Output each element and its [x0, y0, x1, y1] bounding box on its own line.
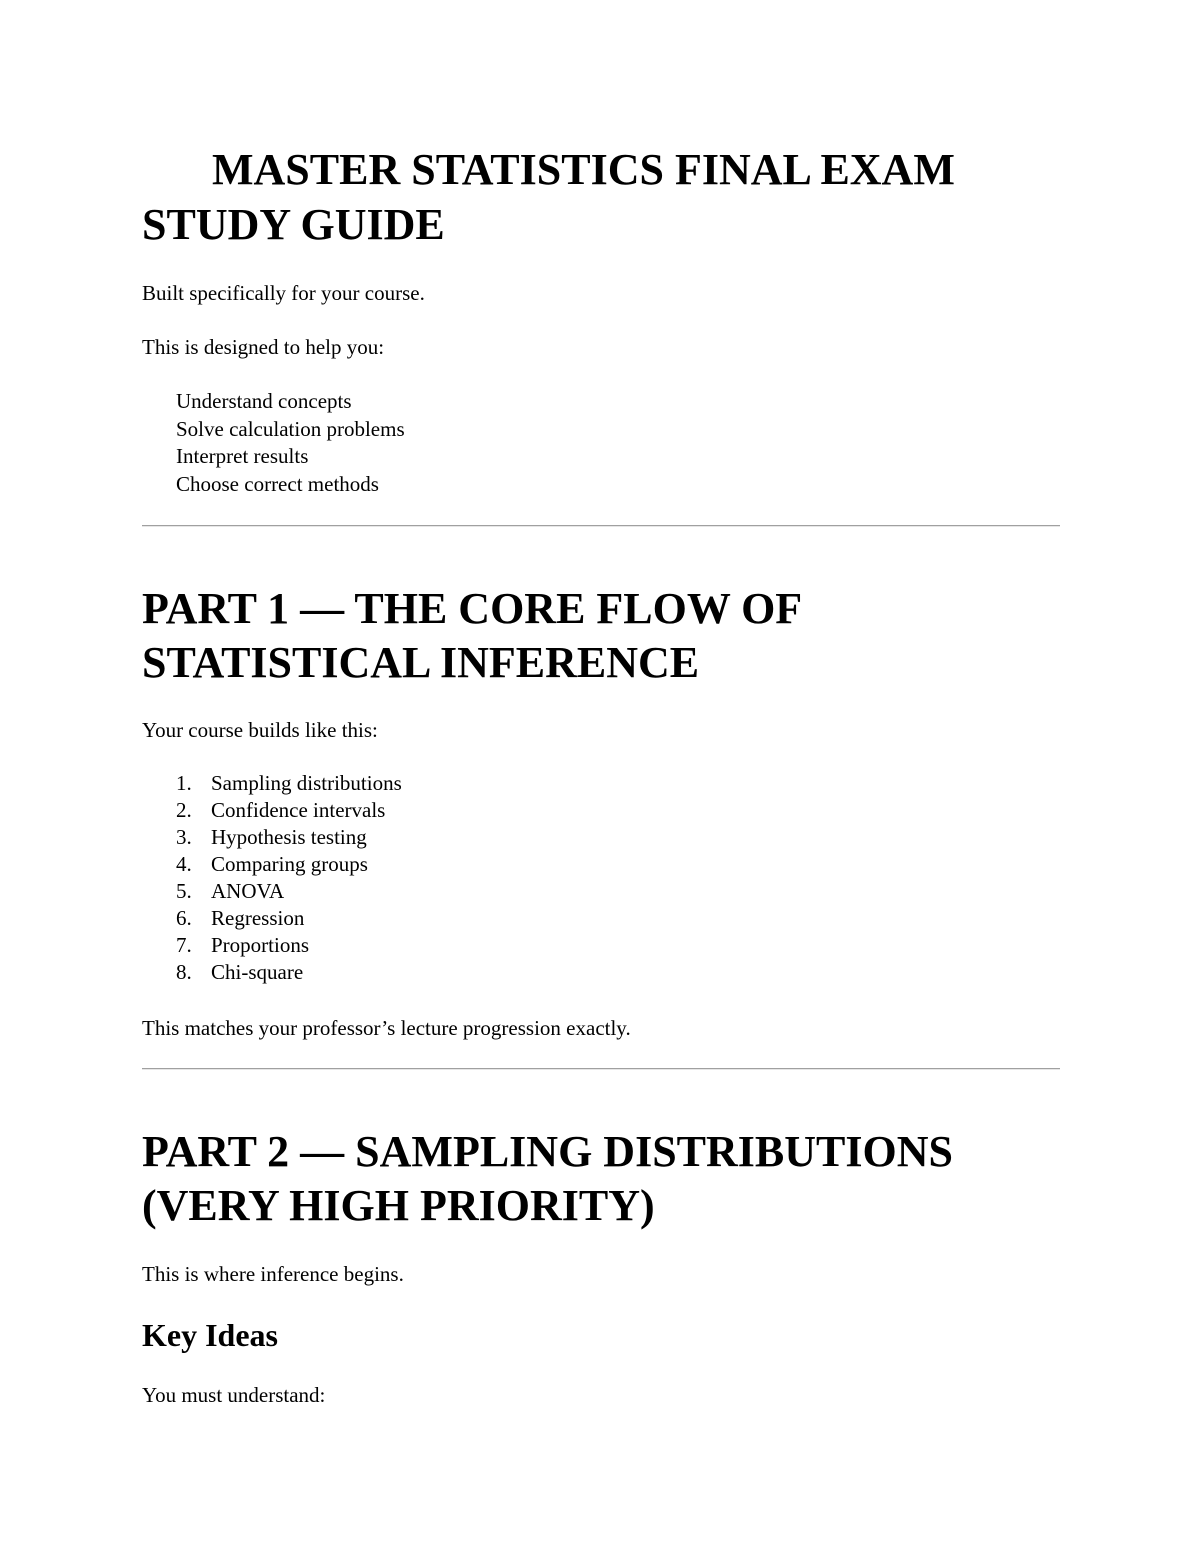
step-item [142, 851, 402, 878]
part2-heading: PART 2 — SAMPLING DISTRIBUTIONS (VERY HIGH PRIORITY) [142, 1127, 953, 1230]
step-item [142, 797, 402, 824]
step-label: Comparing groups [211, 852, 368, 876]
inference-steps-list [142, 770, 402, 986]
step-item [142, 770, 402, 797]
step-item [142, 932, 402, 959]
step-number: 1. [176, 771, 192, 795]
goal-item: Solve calculation problems [176, 416, 405, 441]
step-label: Regression [211, 906, 305, 930]
document-title: MASTER STATISTICS FINAL EXAM STUDY GUIDE [142, 145, 955, 249]
step-label: Hypothesis testing [211, 825, 367, 849]
step-label: Chi-square [211, 960, 304, 984]
step-number: 2. [176, 798, 192, 822]
section-divider [142, 1068, 1060, 1070]
step-item [142, 878, 402, 905]
goal-item: Choose correct methods [176, 472, 379, 497]
section-divider [142, 525, 1060, 527]
step-number: 7. [176, 933, 192, 957]
goal-item: Interpret results [176, 444, 309, 469]
key-ideas-heading: Key Ideas [142, 1317, 278, 1353]
step-label: Confidence intervals [211, 798, 386, 822]
step-number: 8. [176, 960, 192, 984]
part2-intro: This is where inference begins. [142, 1262, 404, 1286]
key-ideas-lead: You must understand: [142, 1383, 326, 1407]
part1-closing: This matches your professor’s lecture progression exactly. [142, 1016, 631, 1040]
step-item [142, 824, 402, 851]
goal-item: Understand concepts [176, 389, 352, 413]
step-number: 6. [176, 906, 192, 930]
intro-line-purpose: This is designed to help you: [142, 335, 385, 359]
step-item [142, 905, 402, 932]
step-number: 5. [176, 879, 192, 903]
step-label: Sampling distributions [211, 771, 402, 795]
step-label: ANOVA [211, 879, 285, 903]
step-label: Proportions [211, 933, 310, 957]
step-number: 4. [176, 852, 192, 876]
goals-list [176, 388, 405, 499]
step-item [142, 959, 402, 986]
step-number: 3. [176, 825, 192, 849]
intro-line-course: Built specifically for your course. [142, 281, 425, 305]
part1-intro: Your course builds like this: [142, 718, 378, 742]
part1-heading: PART 1 — THE CORE FLOW OF STATISTICAL INFERENCE [142, 584, 801, 687]
